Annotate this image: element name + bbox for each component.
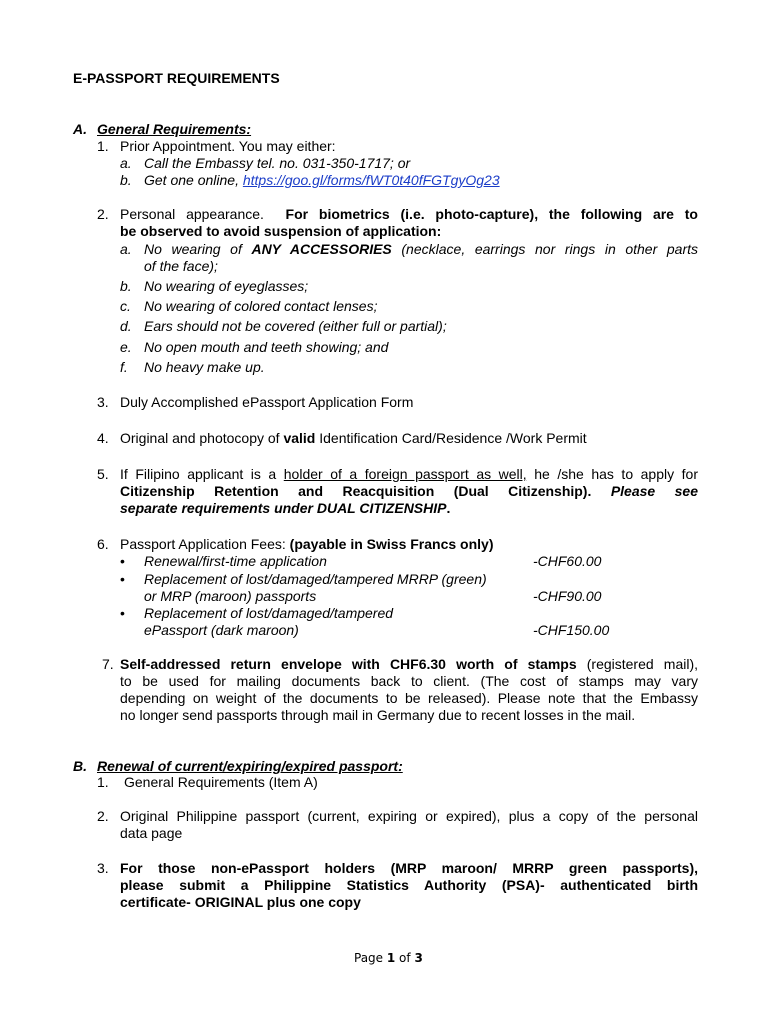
a2a-pre: No wearing of [144,241,252,257]
a2e-text: No open mouth and teeth showing; and [144,339,389,355]
a2e-marker: e. [120,339,132,355]
footer-mid: of [395,951,415,965]
a4-bold: valid [283,430,316,446]
appointment-form-link[interactable]: https://goo.gl/forms/fWT0t40fFGTgyOg23 [242,172,500,188]
b2-line2: data page [120,825,183,841]
a1a-marker: a. [120,155,132,171]
a2f-marker: f. [120,359,128,375]
b1-number: 1. [97,774,109,790]
a5-underlined: holder of a foreign passport as well, [283,466,527,482]
page-footer [354,950,423,967]
a4-number: 4. [97,430,109,446]
fee-3-amount: -CHF150.00 [533,622,610,638]
b3-line2: please submit a Philippine Statistics Authority (PSA)- authenticated birth [120,877,698,893]
a4-pre: Original and photocopy of [120,430,284,446]
a1a-text: Call the Embassy tel. no. 031-350-1717; or [144,155,411,171]
a6-bold: (payable in Swiss Francs only) [289,536,494,552]
fee-3-label-cont: ePassport (dark maroon) [144,622,299,638]
a5-line2-bold: Citizenship Retention and Reacquisition (Dual Citizenship). [120,483,592,499]
a7-number: 7. [102,656,114,672]
a1b-line [144,172,500,189]
footer-pre: Page [354,951,387,965]
b3-line1: For those non-ePassport holders (MRP maroon/ MRRP green passports), [120,860,698,876]
a4-post: Identification Card/Residence /Work Permit [315,430,587,446]
a5-post: he /she has to apply for [526,466,698,482]
a5-line3 [120,500,450,517]
a2c-text: No wearing of colored contact lenses; [144,298,378,314]
fee-bullet-1: • [120,553,125,569]
a2b-text: No wearing of eyeglasses; [144,278,309,294]
a1-text: Prior Appointment. You may either: [120,138,336,154]
a2b-marker: b. [120,278,132,294]
section-a-heading: General Requirements: [97,121,252,137]
a4-line [120,430,587,447]
b1-text: General Requirements (Item A) [124,774,318,790]
section-b-heading: Renewal of current/expiring/expired passport: [97,758,403,774]
a6-line [120,536,494,553]
a6-number: 6. [97,536,109,552]
fee-2-amount: -CHF90.00 [533,588,602,604]
a1b-text: Get one online, [144,172,243,188]
a7-line3: depending on weight of the documents to be released). Please note that the Embassy [120,690,698,706]
a2d-text: Ears should not be covered (either full or partial); [144,318,447,334]
a7-line2: to be used for mailing documents back to client. (The cost of stamps may vary [120,673,698,689]
a5-line3-end: . [446,500,451,516]
a7-bold: Self-addressed return envelope with CHF6.30 worth of stamps [120,656,577,672]
section-b-letter: B. [73,758,87,774]
fee-2-label-cont: or MRP (maroon) passports [144,588,317,604]
a2-bold1: For biometrics (i.e. photo-capture), the following are to [285,206,698,222]
b3-number: 3. [97,860,109,876]
a6-text: Passport Application Fees: [120,536,290,552]
footer-total-pages: 3 [414,951,423,965]
a2-number: 2. [97,206,109,222]
a3-text: Duly Accomplished ePassport Application Form [120,394,414,410]
fee-bullet-3: • [120,605,125,621]
fee-2-label: Replacement of lost/damaged/tampered MRRP (green) [144,571,487,587]
a2a-bold: ANY ACCESSORIES [251,241,392,257]
a2-bold2: be observed to avoid suspension of application: [120,223,442,239]
a2-line1 [120,206,698,223]
a5-pre: If Filipino applicant is a [120,466,284,482]
footer-current-page: 1 [386,951,396,965]
a5-line3-bi: separate requirements under DUAL CITIZENSHIP [120,500,447,516]
document-title: E-PASSPORT REQUIREMENTS [73,70,280,86]
a7-line4: no longer send passports through mail in Germany due to recent losses in the mail. [120,707,636,723]
a2d-marker: d. [120,318,132,334]
a2a-cont: of the face); [144,258,218,274]
a5-line2-bi: Please see [591,483,699,499]
a2a-marker: a. [120,241,132,257]
fee-1-amount: -CHF60.00 [533,553,602,569]
a2a-post: (necklace, earrings nor rings in other parts [391,241,698,257]
section-a-letter: A. [73,121,87,137]
a2-lead: Personal appearance. [120,206,264,222]
a5-line1 [120,466,698,483]
fee-3-label: Replacement of lost/damaged/tampered [144,605,394,621]
a7-line1 [120,656,698,673]
a1b-marker: b. [120,172,132,188]
a2c-marker: c. [120,298,131,314]
a3-number: 3. [97,394,109,410]
a2a-line [144,241,698,258]
a7-line1-post: (registered mail), [576,656,698,672]
fee-bullet-2: • [120,571,125,587]
b2-number: 2. [97,808,109,824]
a5-number: 5. [97,466,109,482]
b2-line1: Original Philippine passport (current, expiring or expired), plus a copy of the personal [120,808,698,824]
a1-number: 1. [97,138,109,154]
a2f-text: No heavy make up. [144,359,265,375]
a5-line2 [120,483,698,500]
fee-1-label: Renewal/first-time application [144,553,327,569]
b3-line3: certificate- ORIGINAL plus one copy [120,894,361,910]
